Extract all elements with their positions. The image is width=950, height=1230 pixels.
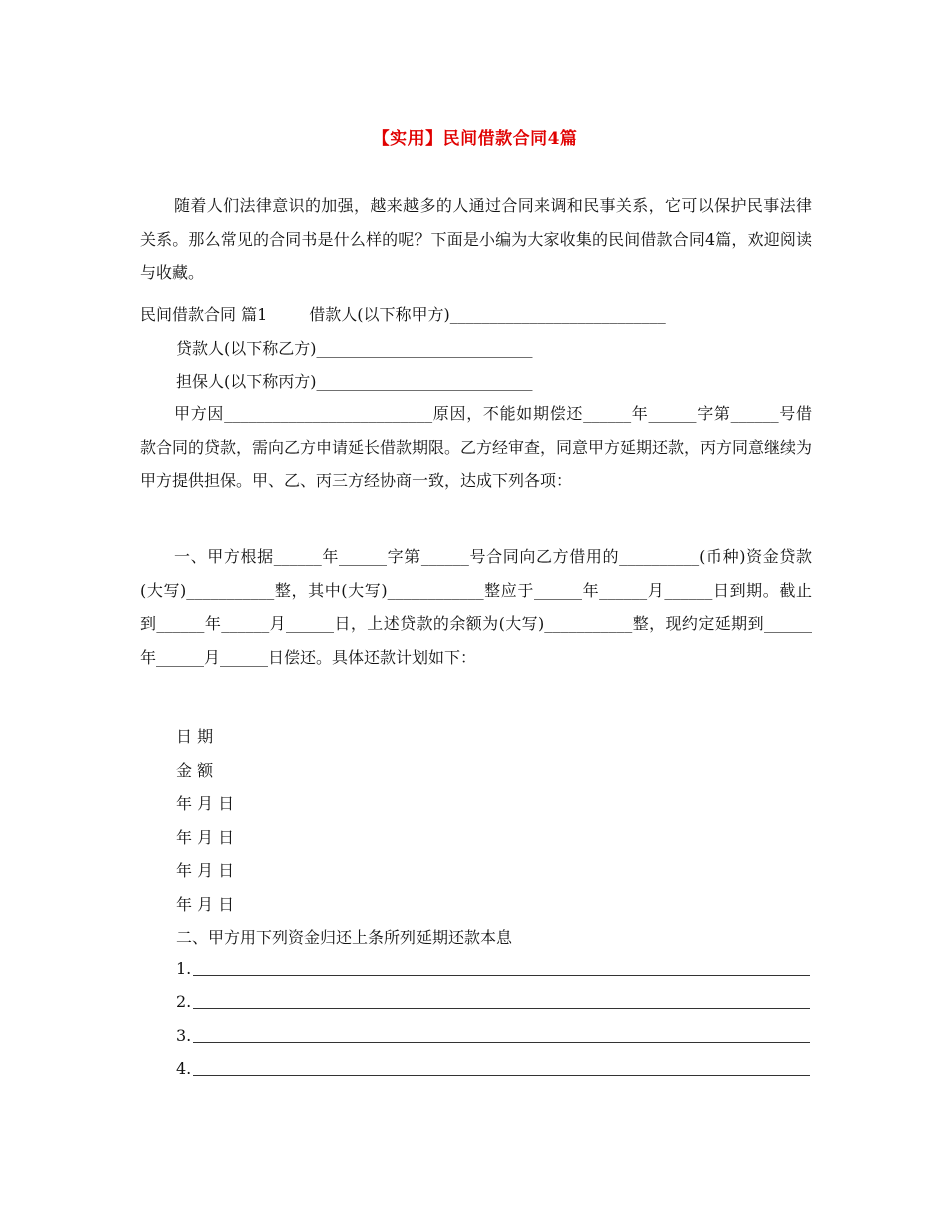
schedule-row: 年 月 日 (176, 828, 235, 847)
borrower-field: 借款人(以下称甲方)___________________________ (309, 305, 666, 324)
blank-rule (193, 1030, 810, 1043)
list-item (176, 959, 810, 978)
section-label: 民间借款合同 篇1 (140, 305, 268, 324)
intro-paragraph: 随着人们法律意识的加强，越来越多的人通过合同来调和民事关系，它可以保护民事法律关系。那么常见的合同书是什么样的呢？下面是小编为大家收集的民间借款合同4篇，欢迎阅读与收藏。 (140, 196, 812, 282)
list-item-number: 1. (176, 959, 192, 978)
schedule-row: 金 额 (176, 761, 214, 780)
reason-paragraph: 甲方因__________________________原因，不能如期偿还______年______字第______号借款合同的贷款，需向乙方申请延长借款期限。乙方经审查，同意甲方延期还款，丙方同意继续为甲方提供担保。甲、乙、丙三方经协商一致，达成下列各项： (140, 404, 813, 490)
schedule-row: 年 月 日 (176, 895, 235, 914)
list-item-number: 3. (176, 1026, 192, 1045)
blank-rule (193, 996, 810, 1009)
list-item-number: 2. (176, 992, 192, 1011)
schedule-row: 年 月 日 (176, 861, 235, 880)
schedule-row: 年 月 日 (176, 794, 235, 813)
lender-field: 贷款人(以下称乙方)___________________________ (176, 339, 533, 358)
clause-two-heading: 二、甲方用下列资金归还上条所列延期还款本息 (176, 928, 513, 947)
guarantor-field: 担保人(以下称丙方)___________________________ (176, 372, 533, 391)
section-heading-line (140, 302, 666, 325)
blank-rule (193, 963, 810, 976)
clause-one-paragraph: 一、甲方根据______年______字第______号合同向乙方借用的__________(币种)资金贷款(大写)___________整，其中(大写)____________整应于______年______月______日到期。截止到______年______月______日，上述贷款的余额为(大写)___________整，现约定延期到______年______月______日偿还。具体还款计划如下： (140, 547, 812, 667)
blank-rule (193, 1063, 810, 1076)
list-item (176, 1026, 810, 1045)
list-item (176, 1059, 810, 1078)
list-item (176, 992, 810, 1011)
document-title: 【实用】民间借款合同4篇 (372, 129, 578, 149)
schedule-row: 日 期 (176, 727, 214, 746)
list-item-number: 4. (176, 1059, 192, 1078)
